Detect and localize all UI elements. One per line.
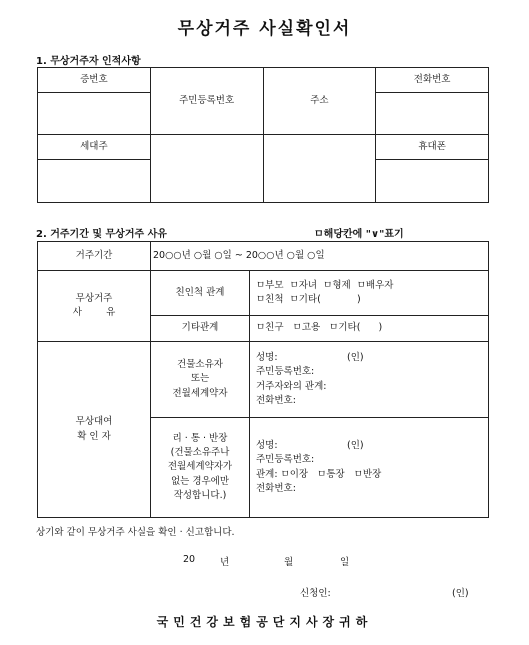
id-number-header: 증번호 <box>38 68 151 93</box>
resident-number-cell[interactable] <box>150 135 263 203</box>
section1-heading: 1. 무상거주자 인적사항 <box>36 56 141 67</box>
address-cell[interactable] <box>263 135 376 203</box>
owner-field[interactable]: 성명: (인) <box>256 352 364 363</box>
confirm-statement: 상기와 같이 무상거주 사실을 확인 · 신고합니다. <box>36 527 235 538</box>
lender-label-line1: 무상대여 <box>75 416 113 428</box>
other-relation-label: 기타관계 <box>151 316 250 342</box>
phone-header: 전화번호 <box>376 68 489 93</box>
kin-options-line1[interactable]: ㅁ부모 ㅁ자녀 ㅁ형제 ㅁ배우자 <box>256 279 394 291</box>
check-hint: ㅁ해당칸에 "∨"표기 <box>314 229 404 240</box>
owner-label <box>151 342 250 418</box>
village-field[interactable]: 주민등록번호: <box>256 454 315 466</box>
address-header: 주소 <box>263 68 376 135</box>
lender-label <box>38 342 151 518</box>
date-year-prefix[interactable]: 20 <box>183 554 196 565</box>
id-number-cell[interactable] <box>38 93 151 135</box>
householder-header: 세대주 <box>38 135 151 160</box>
village-label-line: 전월세계약자가 <box>167 461 233 473</box>
village-field[interactable]: 전화번호: <box>256 482 296 494</box>
section2-heading: 2. 거주기간 및 무상거주 사유 <box>36 229 167 240</box>
mobile-header: 휴대폰 <box>376 135 489 160</box>
reason-label-line1: 무상거주 <box>75 292 113 304</box>
document-title: 무상거주 사실확인서 <box>177 19 352 39</box>
owner-label-line: 또는 <box>190 373 210 385</box>
village-label-line: 작성합니다.) <box>173 489 227 501</box>
other-relation-options[interactable]: ㅁ친구 ㅁ고용 ㅁ기타( ) <box>250 316 489 342</box>
owner-fields[interactable] <box>250 342 489 418</box>
kin-options[interactable] <box>250 271 489 316</box>
householder-cell[interactable] <box>38 160 151 203</box>
village-head-label <box>151 418 250 518</box>
village-label-line: 리 · 통 · 반장 <box>172 432 228 444</box>
village-label-line: 없는 경우에만 <box>170 475 230 487</box>
personal-info-table <box>37 67 489 203</box>
village-field[interactable]: 관계: ㅁ이장 ㅁ통장 ㅁ반장 <box>256 468 382 480</box>
reason-table <box>37 241 489 518</box>
resident-number-header: 주민등록번호 <box>150 68 263 135</box>
village-head-fields[interactable] <box>250 418 489 518</box>
reason-label-line2: 사 유 <box>72 307 116 318</box>
period-label: 거주기간 <box>38 242 151 271</box>
applicant-seal: (인) <box>452 588 469 599</box>
owner-field[interactable]: 주민등록번호: <box>256 366 315 378</box>
village-label-line: (건물소유주나 <box>170 447 230 459</box>
owner-field[interactable]: 거주자와의 관계: <box>256 380 327 392</box>
date-day: 일 <box>340 557 350 568</box>
owner-field[interactable]: 전화번호: <box>256 394 296 406</box>
period-value[interactable]: 20○○년 ○월 ○일 ~ 20○○년 ○월 ○일 <box>151 242 489 271</box>
village-field[interactable]: 성명: (인) <box>256 440 364 451</box>
closing-recipient: 국민건강보험공단지사장귀하 <box>156 615 373 629</box>
owner-label-line: 전월세계약자 <box>172 387 228 399</box>
phone-cell[interactable] <box>376 93 489 135</box>
kin-options-line2[interactable]: ㅁ친척 ㅁ기타( ) <box>256 294 361 305</box>
date-year: 년 <box>220 557 230 568</box>
applicant-label: 신청인: <box>300 588 331 599</box>
reason-label <box>38 271 151 342</box>
lender-label-line2: 확 인 자 <box>77 430 111 442</box>
mobile-cell[interactable] <box>376 160 489 203</box>
date-month: 월 <box>284 557 294 568</box>
kin-label: 친인척 관계 <box>151 271 250 316</box>
owner-label-line: 건물소유자 <box>177 359 223 371</box>
